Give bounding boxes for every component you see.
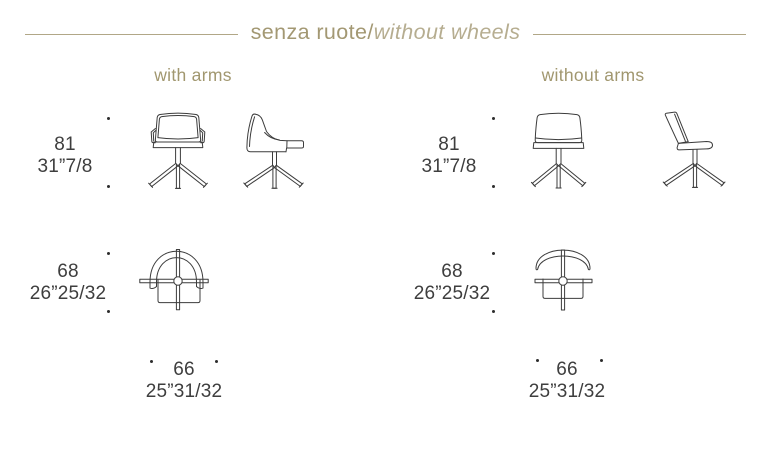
dimension-marker-dot [107, 310, 110, 313]
page-title [251, 20, 521, 45]
column-label-without-arms: without arms [541, 65, 645, 85]
dimension-marker-dot [107, 185, 110, 188]
height-inches-value: 31”7/8 [421, 155, 477, 177]
chair-front-with-arms-drawing [147, 111, 209, 191]
title-rule-right [533, 34, 746, 35]
depth-dimension-without-arms [405, 261, 499, 304]
width-cm-value: 66 [556, 359, 578, 380]
dimension-marker-dot [492, 252, 495, 255]
title-italian: senza ruote/ [250, 20, 374, 44]
depth-dimension-with-arms [21, 261, 115, 304]
dimension-marker-dot [492, 185, 495, 188]
chair-side-with-arms-drawing [242, 111, 306, 191]
depth-cm-value: 68 [441, 261, 463, 282]
width-inches-value: 25”31/32 [145, 380, 223, 402]
dimension-marker-dot [107, 252, 110, 255]
depth-inches-value: 26”25/32 [29, 282, 107, 304]
height-dimension-without-arms [402, 134, 496, 177]
dimension-marker-dot [215, 360, 218, 363]
height-inches-value: 31”7/8 [37, 155, 93, 177]
chair-top-without-arms-drawing [528, 246, 598, 312]
chair-front-without-arms-drawing [528, 111, 590, 191]
height-cm-value: 81 [54, 134, 76, 155]
depth-cm-value: 68 [57, 261, 79, 282]
width-inches-value: 25”31/32 [528, 380, 606, 402]
depth-inches-value: 26”25/32 [413, 282, 491, 304]
dimension-marker-dot [600, 359, 603, 362]
dimension-marker-dot [107, 117, 110, 120]
height-cm-value: 81 [438, 134, 460, 155]
width-cm-value: 66 [173, 359, 195, 380]
dimension-marker-dot [536, 359, 539, 362]
title-english: without wheels [373, 20, 521, 44]
dimension-marker-dot [492, 310, 495, 313]
width-dimension-with-arms [137, 359, 231, 402]
height-dimension-with-arms [18, 134, 112, 177]
chair-top-with-arms-drawing [139, 248, 209, 312]
title-rule-left [25, 34, 238, 35]
dimension-marker-dot [492, 117, 495, 120]
column-label-with-arms: with arms [154, 65, 232, 85]
dimension-marker-dot [150, 360, 153, 363]
chair-side-without-arms-drawing [658, 111, 728, 191]
title-row [25, 20, 746, 45]
width-dimension-without-arms [520, 359, 614, 402]
